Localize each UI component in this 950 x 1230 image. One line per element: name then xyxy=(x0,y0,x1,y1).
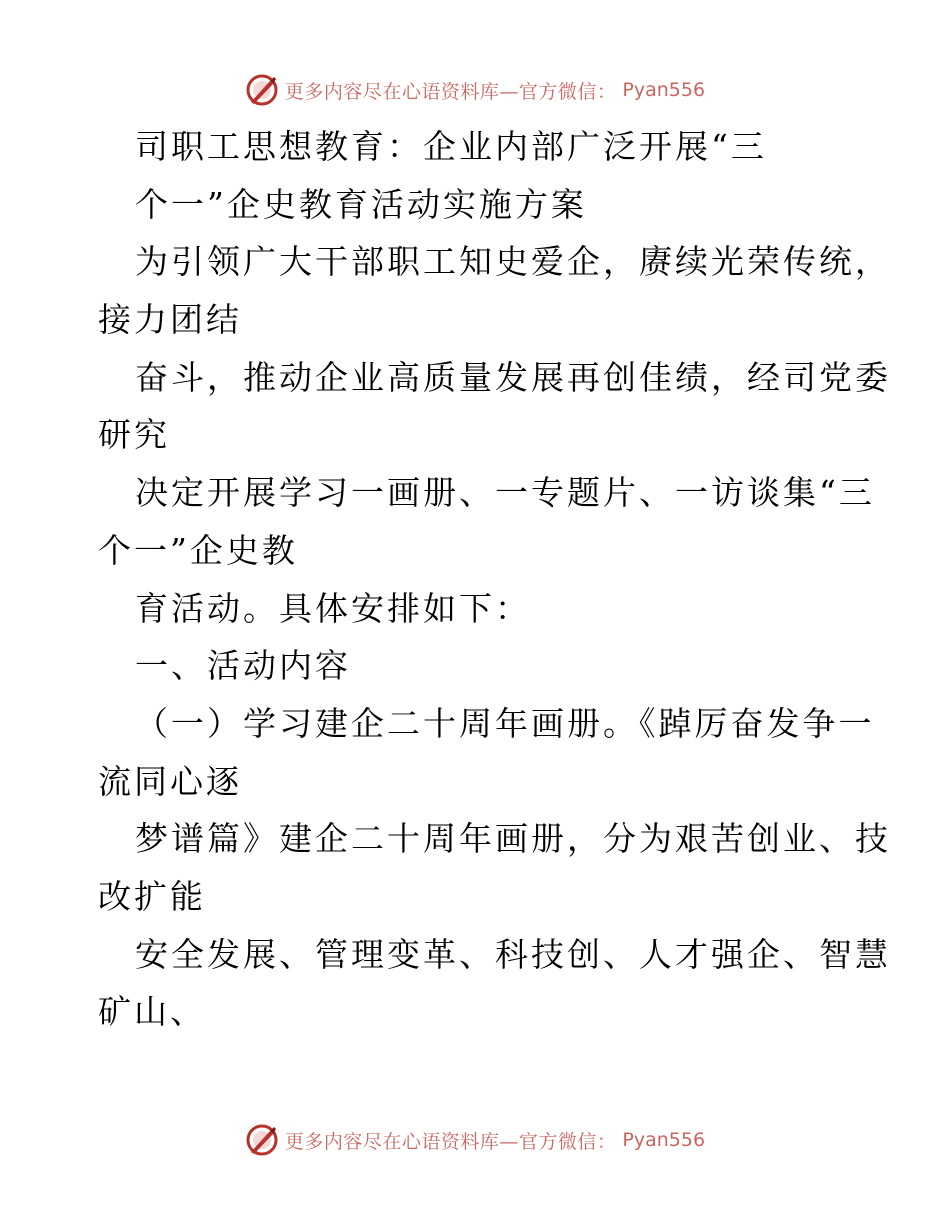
text-line: 个一”企史教 xyxy=(98,530,298,570)
pen-logo-icon xyxy=(245,1123,279,1157)
pen-logo-icon xyxy=(245,73,279,107)
text-line: 研究 xyxy=(98,415,170,455)
text-line: （一）学习建企二十周年画册。《踔厉奋发争一 xyxy=(135,703,875,743)
watermark-wechat-id: Pyan556 xyxy=(622,79,706,101)
text-line: 改扩能 xyxy=(98,876,206,916)
section-heading: 一、活动内容 xyxy=(135,646,351,686)
watermark-wechat-id: Pyan556 xyxy=(622,1129,706,1151)
text-line: 矿山、 xyxy=(98,992,206,1032)
footer-watermark xyxy=(0,1120,950,1160)
document-body xyxy=(98,118,891,1041)
text-line: 决定开展学习一画册、一专题片、一访谈集“三 xyxy=(135,473,875,513)
text-line: 奋斗，推动企业高质量发展再创佳绩，经司党委 xyxy=(135,357,891,397)
text-line: 梦谱篇》建企二十周年画册，分为艰苦创业、技 xyxy=(135,819,891,859)
text-line: 为引领广大干部职工知史爱企，赓续光荣传统， xyxy=(135,242,891,282)
text-line: 司职工思想教育：企业内部广泛开展“三 xyxy=(135,127,767,166)
header-watermark xyxy=(0,70,950,110)
text-line: 安全发展、管理变革、科技创、人才强企、智慧 xyxy=(135,934,891,974)
text-line: 流同心逐 xyxy=(98,761,242,801)
text-line: 接力团结 xyxy=(98,300,242,340)
text-line: 育活动。具体安排如下： xyxy=(135,588,531,628)
text-line: 个一”企史教育活动实施方案 xyxy=(135,184,587,224)
watermark-text: 更多内容尽在心语资料库—官方微信： xyxy=(284,80,617,103)
watermark-text: 更多内容尽在心语资料库—官方微信： xyxy=(284,1130,617,1153)
